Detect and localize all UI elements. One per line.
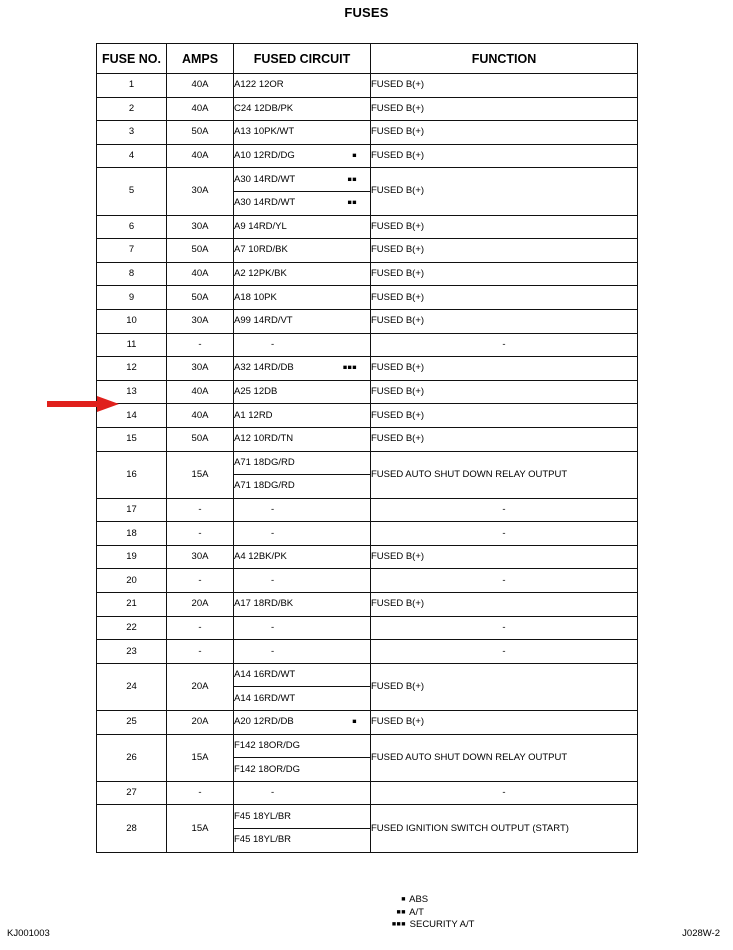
circuit-code: A10 12RD/DG [234,150,295,162]
fuse-function: FUSED B(+) [371,309,638,333]
fuse-function: - [371,522,638,546]
fused-circuit [234,286,371,310]
circuit-code: F45 18YL/BR [234,810,292,822]
table-row [97,97,638,121]
circuit-code: A122 12OR [234,79,284,91]
fused-circuit [234,616,371,640]
circuit-code: - [271,621,275,633]
fuse-function: FUSED B(+) [371,545,638,569]
fuse-table [96,43,638,853]
fuse-amps: - [167,333,234,357]
table-row [97,121,638,145]
fuse-function: FUSED B(+) [371,168,638,215]
fuse-amps: 15A [167,451,234,498]
option-marker-icon: ■■■ [342,364,357,372]
fuse-amps: - [167,640,234,664]
table-row [97,711,638,735]
legend-symbol: ■■■ [391,921,406,928]
table-row [97,545,638,569]
fuse-number: 6 [97,215,167,239]
fuse-number: 18 [97,522,167,546]
fused-circuit [234,309,371,333]
fuse-amps: 40A [167,144,234,168]
circuit-code: - [271,503,275,515]
table-row [97,427,638,451]
legend-item-security-at [384,919,474,932]
red-arrow-icon [47,396,119,412]
fuse-amps: - [167,522,234,546]
fuse-function: FUSED AUTO SHUT DOWN RELAY OUTPUT [371,451,638,498]
table-row [97,498,638,522]
table-row [97,616,638,640]
fuse-function: FUSED AUTO SHUT DOWN RELAY OUTPUT [371,734,638,781]
circuit-code: A32 14RD/DB [234,362,294,374]
table-row [97,805,638,829]
circuit-code: A1 12RD [234,409,273,421]
circuit-code: A9 14RD/YL [234,220,287,232]
fuse-amps: 50A [167,427,234,451]
fused-circuit [234,498,371,522]
option-marker-icon: ■ [352,152,357,160]
figure-id-right: J028W-2 [682,928,720,939]
fuse-function: FUSED B(+) [371,121,638,145]
fused-circuit [234,191,371,215]
fuse-number: 16 [97,451,167,498]
fused-circuit [234,569,371,593]
table-row [97,380,638,404]
fuse-function: FUSED B(+) [371,74,638,98]
table-row [97,262,638,286]
circuit-code: A71 18DG/RD [234,480,295,492]
fuse-table-body [97,74,638,853]
fused-circuit [234,97,371,121]
fuse-amps: 40A [167,404,234,428]
fuse-function: FUSED B(+) [371,239,638,263]
fuse-number: 21 [97,593,167,617]
fuse-number: 26 [97,734,167,781]
table-row [97,640,638,664]
fused-circuit [234,545,371,569]
fuse-number: 5 [97,168,167,215]
table-row [97,404,638,428]
legend-symbol: ■■ [396,908,406,916]
circuit-code: A18 10PK [234,291,277,303]
fuse-number: 11 [97,333,167,357]
circuit-code: A12 10RD/TN [234,433,294,445]
fused-circuit [234,522,371,546]
fused-circuit [234,404,371,428]
fuse-function: - [371,640,638,664]
legend-item-at [384,907,474,920]
fuse-amps: 40A [167,74,234,98]
fuse-amps: 40A [167,97,234,121]
circuit-code: - [271,645,275,657]
table-row [97,357,638,381]
circuit-code: A71 18DG/RD [234,456,295,468]
circuit-code: F142 18OR/DG [234,763,300,775]
fuse-number: 9 [97,286,167,310]
fuse-function: - [371,781,638,805]
circuit-code: F45 18YL/BR [234,834,292,846]
table-row [97,144,638,168]
fuse-function: - [371,498,638,522]
fuse-amps: - [167,498,234,522]
fuse-number: 3 [97,121,167,145]
figure-id-left: KJ001003 [7,928,50,939]
fuse-number: 12 [97,357,167,381]
fused-circuit [234,380,371,404]
fuse-function: FUSED B(+) [371,97,638,121]
fuse-number: 23 [97,640,167,664]
fuse-amps: 15A [167,734,234,781]
fused-circuit [234,451,371,475]
fused-circuit [234,711,371,735]
table-row [97,663,638,687]
page-title: FUSES [344,5,389,20]
fuse-number: 1 [97,74,167,98]
header-fused-circuit: FUSED CIRCUIT [234,44,371,74]
fuse-amps: - [167,569,234,593]
fuse-number: 14 [97,404,167,428]
fuse-number: 7 [97,239,167,263]
fuse-amps: - [167,616,234,640]
fused-circuit [234,687,371,711]
table-row [97,215,638,239]
fuse-number: 27 [97,781,167,805]
fuse-amps: 30A [167,357,234,381]
fuse-amps: 15A [167,805,234,852]
fuse-number: 2 [97,97,167,121]
table-header-row [97,44,638,74]
fuse-function: FUSED B(+) [371,380,638,404]
fused-circuit [234,357,371,381]
option-marker-icon: ■■ [347,199,357,207]
fused-circuit [234,168,371,192]
circuit-code: C24 12DB/PK [234,102,294,114]
fuse-number: 20 [97,569,167,593]
fused-circuit [234,144,371,168]
table-row [97,309,638,333]
option-marker-icon: ■ [352,718,357,726]
legend-label: ABS [409,894,429,905]
legend [384,894,474,932]
fused-circuit [234,239,371,263]
table-row [97,781,638,805]
fuse-amps: 20A [167,593,234,617]
fuse-amps: 40A [167,262,234,286]
circuit-code: A7 10RD/BK [234,244,288,256]
fuse-amps: 20A [167,711,234,735]
table-row [97,333,638,357]
table-row [97,451,638,475]
fuse-amps: - [167,781,234,805]
table-row [97,168,638,192]
fuse-number: 22 [97,616,167,640]
table-row [97,593,638,617]
fuse-function: FUSED B(+) [371,215,638,239]
circuit-code: A2 12PK/BK [234,268,287,280]
fuse-amps: 50A [167,286,234,310]
header-function: FUNCTION [371,44,638,74]
circuit-code: A30 14RD/WT [234,173,296,185]
fuse-number: 10 [97,309,167,333]
fuse-function: - [371,569,638,593]
legend-item-abs [384,894,474,907]
fuse-function: FUSED IGNITION SWITCH OUTPUT (START) [371,805,638,852]
fuse-amps: 50A [167,121,234,145]
legend-symbol: ■ [401,896,406,903]
fuse-function: - [371,616,638,640]
fused-circuit [234,427,371,451]
table-row [97,74,638,98]
option-marker-icon: ■■ [347,176,357,184]
fuse-function: FUSED B(+) [371,357,638,381]
fused-circuit [234,758,371,782]
fuse-number: 17 [97,498,167,522]
table-row [97,569,638,593]
fuse-number: 4 [97,144,167,168]
fused-circuit [234,262,371,286]
fused-circuit [234,781,371,805]
fuse-amps: 40A [167,380,234,404]
table-row [97,734,638,758]
fuse-number: 15 [97,427,167,451]
circuit-code: A20 12RD/DB [234,716,294,728]
fuse-function: FUSED B(+) [371,711,638,735]
circuit-code: A30 14RD/WT [234,197,296,209]
circuit-code: A99 14RD/VT [234,315,293,327]
fuse-number: 24 [97,663,167,710]
table-row [97,286,638,310]
circuit-code: A14 16RD/WT [234,669,296,681]
fused-circuit [234,640,371,664]
fuse-amps: 20A [167,663,234,710]
fuse-amps: 30A [167,309,234,333]
fused-circuit [234,74,371,98]
fused-circuit [234,805,371,829]
fused-circuit [234,215,371,239]
fuse-number: 25 [97,711,167,735]
circuit-code: F142 18OR/DG [234,739,300,751]
fused-circuit [234,121,371,145]
header-amps: AMPS [167,44,234,74]
fused-circuit [234,333,371,357]
fuse-function: FUSED B(+) [371,663,638,710]
fuse-number: 13 [97,380,167,404]
header-fuse-no: FUSE NO. [97,44,167,74]
fused-circuit [234,829,371,853]
circuit-code: A14 16RD/WT [234,692,296,704]
circuit-code: - [271,338,275,350]
fuse-function: FUSED B(+) [371,144,638,168]
circuit-code: A13 10PK/WT [234,126,295,138]
circuit-code: A4 12BK/PK [234,551,287,563]
fuse-function: - [371,333,638,357]
fuse-function: FUSED B(+) [371,262,638,286]
circuit-code: A25 12DB [234,386,278,398]
fuse-function: FUSED B(+) [371,427,638,451]
fused-circuit [234,663,371,687]
fused-circuit [234,475,371,499]
fuse-amps: 30A [167,168,234,215]
fuse-function: FUSED B(+) [371,404,638,428]
fuse-function: FUSED B(+) [371,593,638,617]
circuit-code: - [271,787,275,799]
circuit-code: A17 18RD/BK [234,598,294,610]
fuse-number: 19 [97,545,167,569]
fuse-number: 8 [97,262,167,286]
fused-circuit [234,734,371,758]
fuse-amps: 30A [167,545,234,569]
circuit-code: - [271,527,275,539]
fuse-function: FUSED B(+) [371,286,638,310]
legend-label: SECURITY A/T [409,919,475,930]
legend-label: A/T [409,906,424,918]
table-row [97,522,638,546]
fused-circuit [234,593,371,617]
table-row [97,239,638,263]
fuse-amps: 30A [167,215,234,239]
fuse-amps: 50A [167,239,234,263]
circuit-code: - [271,574,275,586]
fuse-number: 28 [97,805,167,852]
